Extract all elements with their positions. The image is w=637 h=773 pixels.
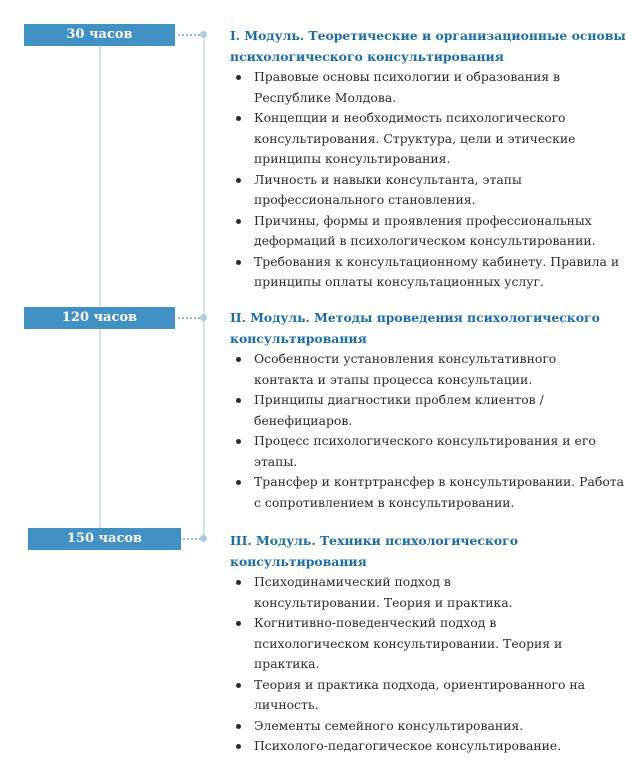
list-item: Концепции и необходимость психологического консультирования. Структура, цели и этические принципы консультирования.: [230, 108, 584, 170]
list-item: Принципы диагностики проблем клиентов / бенефициаров.: [230, 390, 594, 431]
hours-badge-1: 30 часов: [24, 24, 175, 46]
module-title-2: II. Модуль. Методы проведения психологического консультирования: [230, 310, 600, 346]
module-title-3: III. Модуль. Техники психологического консультирования: [230, 533, 518, 569]
list-item: Трансфер и контртрансфер в консультировании. Работа с сопротивлением в консультировании.: [230, 472, 634, 513]
list-item: Психодинамический подход в консультировании. Теория и практика.: [230, 572, 554, 613]
module-items-2: [230, 349, 630, 513]
timeline-line-left: [99, 46, 101, 550]
list-item: Теория и практика подхода, ориентированного на личность.: [230, 675, 604, 716]
timeline-line-right: [203, 34, 205, 541]
module-3: [230, 530, 630, 757]
list-item: Требования к консультационному кабинету. Правила и принципы оплаты консультационных услуг.: [230, 252, 630, 293]
module-items-3: [230, 572, 630, 757]
list-item: Психолого-педагогическое консультирование.: [230, 736, 630, 757]
list-item: Особенности установления консультативного контакта и этапы процесса консультации.: [230, 349, 594, 390]
list-item: Личность и навыки консультанта, этапы профессионального становления.: [230, 170, 584, 211]
list-item: Процесс психологического консультирования и его этапы.: [230, 431, 634, 472]
timeline-node-2: [200, 314, 207, 321]
list-item: Правовые основы психологии и образования в Республике Молдова.: [230, 67, 630, 108]
timeline-node-3: [200, 535, 207, 542]
list-item: Элементы семейного консультирования.: [230, 716, 630, 737]
list-item: Когнитивно-поведенческий подход в психологическом консультировании. Теория и практика.: [230, 613, 604, 675]
module-2: [230, 307, 630, 513]
connector-2: [178, 317, 200, 319]
connector-3: [183, 538, 201, 540]
hours-badge-2: 120 часов: [24, 307, 175, 329]
module-items-1: [230, 67, 630, 293]
module-1: [230, 25, 630, 293]
connector-1: [178, 34, 200, 36]
list-item: Причины, формы и проявления профессиональных деформаций в психологическом консультировании.: [230, 211, 637, 252]
timeline-node-1: [200, 31, 207, 38]
module-title-1: I. Модуль. Теоретические и организационные основы психологического консультирования: [230, 28, 626, 64]
hours-badge-3: 150 часов: [28, 528, 181, 550]
